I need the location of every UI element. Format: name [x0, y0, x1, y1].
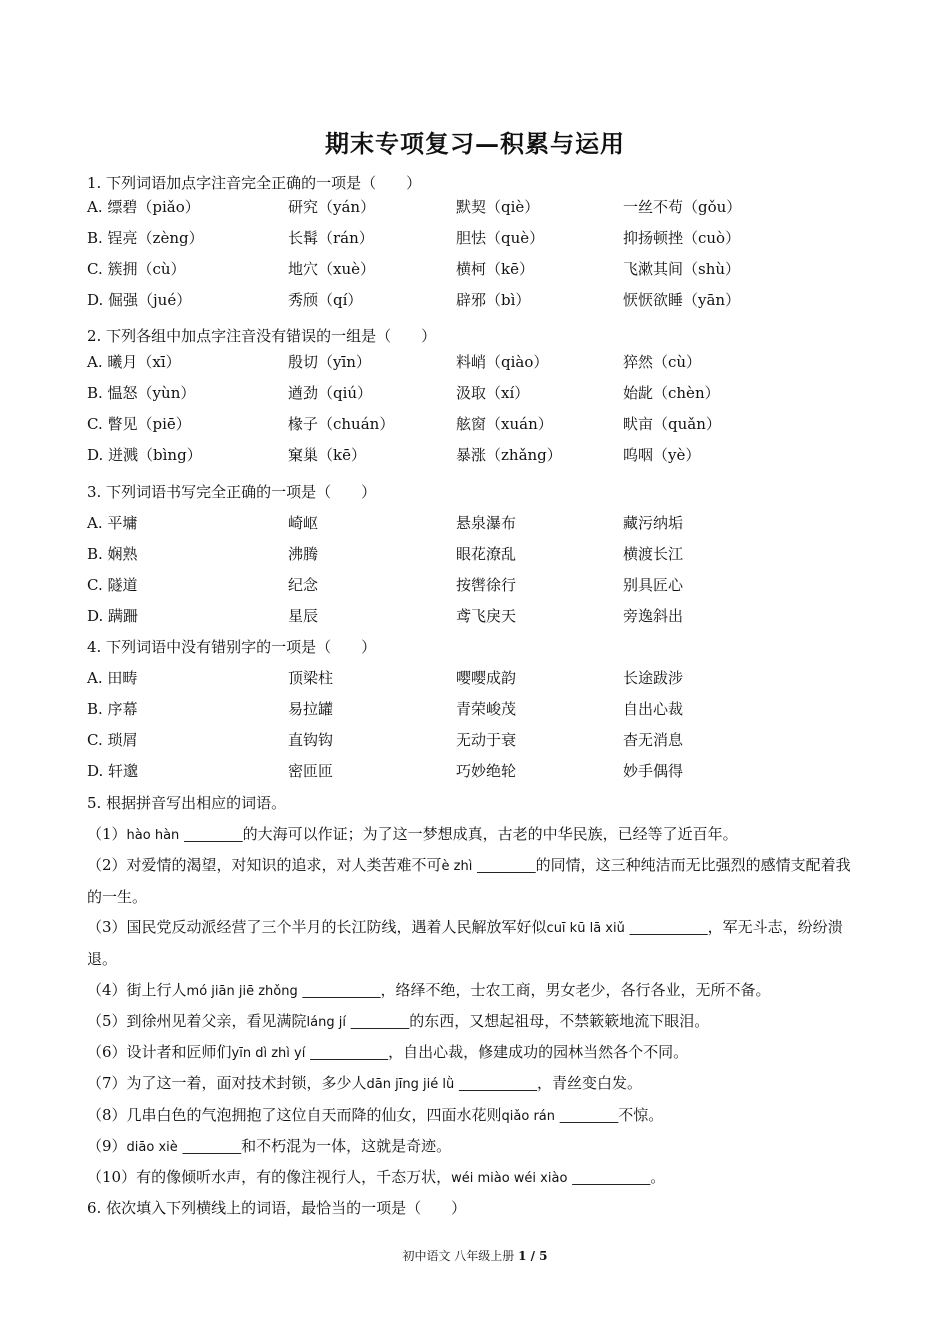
q4-c-2: 直钩钩: [288, 731, 334, 749]
footer-text: 初中语文 八年级上册: [402, 1249, 519, 1263]
q4-d-3: 巧妙绝轮: [456, 762, 517, 780]
q2-a-3: 料峭（qiào）: [456, 353, 549, 371]
q4-b-3: 青荣峻茂: [456, 700, 517, 718]
q1-a-1: A. 缥碧（piǎo）: [87, 198, 200, 216]
q1-a-2: 研究（yán）: [288, 198, 376, 216]
q3-b-4: 横渡长江: [623, 545, 684, 563]
q5-item-1-pinyin: hào hàn: [126, 828, 180, 843]
q2-a-2: 殷切（yīn）: [288, 353, 371, 371]
q5-item-10: [87, 1167, 665, 1189]
q4-stem: 4. 下列词语中没有错别字的一项是（ ）: [87, 638, 377, 656]
q4-d-1: D. 轩邈: [87, 762, 139, 780]
q1-c-1: C. 簇拥（cù）: [87, 260, 186, 278]
q1-d-4: 恹恹欲睡（yān）: [623, 291, 741, 309]
q2-b-3: 汲取（xí）: [456, 384, 530, 402]
q3-d-3: 鸢飞戾天: [456, 607, 517, 625]
q4-c-4: 杳无消息: [623, 731, 684, 749]
q1-a-4: 一丝不苟（gǒu）: [623, 198, 742, 216]
q3-c-4: 别具匠心: [623, 576, 684, 594]
q4-c-3: 无动于衰: [456, 731, 517, 749]
q2-d-3: 暴涨（zhǎng）: [456, 446, 562, 464]
q5-item-10-text: （10）有的像倾听水声，有的像注视行人，千态万状，: [87, 1168, 452, 1186]
q5-item-7-pinyin: dān jīng jié lǜ: [366, 1077, 455, 1092]
q1-b-4: 抑扬顿挫（cuò）: [623, 229, 741, 247]
q4-d-2: 密匝匝: [288, 762, 334, 780]
q2-c-3: 舷窗（xuán）: [456, 415, 553, 433]
q5-item-2-pinyin: è zhì: [441, 859, 473, 874]
q5-item-3-blank[interactable]: ____________: [629, 921, 708, 936]
q5-item-3-text: （3）国民党反动派经营了三个半月的长江防线，遇着人民解放军好似: [87, 918, 547, 936]
q3-b-3: 眼花潦乱: [456, 545, 517, 563]
q2-a-4: 猝然（cù）: [623, 353, 702, 371]
q5-item-1: [87, 824, 738, 846]
q3-d-4: 旁逸斜出: [623, 607, 684, 625]
q5-item-3: [87, 912, 865, 975]
q5-item-5-tail: 的东西，又想起祖母，不禁簌簌地流下眼泪。: [409, 1012, 710, 1030]
q4-c-1: C. 琐屑: [87, 731, 138, 749]
q5-item-2-blank[interactable]: _________: [477, 859, 536, 874]
q5-item-7-tail: ，青丝变白发。: [536, 1074, 642, 1092]
q5-item-7-text: （7）为了这一着，面对技术封锁，多少人: [87, 1074, 367, 1092]
q5-item-10-blank[interactable]: ____________: [572, 1171, 651, 1186]
q5-item-4-pinyin: mó jiān jiē zhǒng: [186, 984, 298, 999]
q1-b-3: 胆怯（què）: [456, 229, 545, 247]
q5-item-8-tail: 不惊。: [618, 1106, 664, 1124]
q3-d-2: 星辰: [288, 607, 319, 625]
q3-b-1: B. 娴熟: [87, 545, 138, 563]
q3-a-1: A. 平墉: [87, 514, 138, 532]
q5-item-4: [87, 980, 771, 1002]
q3-b-2: 沸腾: [288, 545, 319, 563]
q5-item-3-pinyin: cuī kū lā xiǔ: [546, 921, 625, 936]
q2-c-1: C. 瞥见（piē）: [87, 415, 191, 433]
q5-item-10-tail: 。: [650, 1168, 666, 1186]
q6-stem: 6. 依次填入下列横线上的词语，最恰当的一项是（ ）: [87, 1199, 467, 1217]
q1-c-4: 飞漱其间（shù）: [623, 260, 741, 278]
q5-item-6-tail: ，自出心裁，修建成功的园林当然各个不同。: [388, 1043, 689, 1061]
page-title: 期末专项复习—积累与运用: [325, 129, 625, 158]
q5-item-2-text: （2）对爱情的渴望，对知识的追求，对人类苦难不可: [87, 856, 442, 874]
q3-a-2: 崎岖: [288, 514, 319, 532]
q5-item-5-pinyin: láng jí: [306, 1015, 346, 1030]
q5-item-9-blank[interactable]: _________: [182, 1140, 242, 1155]
q2-d-2: 窠巢（kē）: [288, 446, 366, 464]
page-number: 1 / 5: [518, 1249, 548, 1263]
q5-item-6-text: （6）设计者和匠师们: [87, 1043, 232, 1061]
q2-c-2: 椽子（chuán）: [288, 415, 395, 433]
q2-b-1: B. 愠怒（yùn）: [87, 384, 196, 402]
q5-item-8-pinyin: qiǎo rán: [501, 1109, 556, 1124]
q4-b-4: 自出心裁: [623, 700, 684, 718]
q1-a-3: 默契（qiè）: [456, 198, 540, 216]
q5-item-1-tail: 的大海可以作证；为了这一梦想成真，古老的中华民族，已经等了近百年。: [242, 825, 738, 843]
q4-a-2: 顶梁柱: [288, 669, 334, 687]
q3-c-2: 纪念: [288, 576, 319, 594]
q5-item-9-pinyin: diāo xiè: [126, 1140, 178, 1155]
q1-stem: 1. 下列词语加点字注音完全正确的一项是（ ）: [87, 174, 422, 192]
q1-c-3: 横柯（kē）: [456, 260, 534, 278]
q3-a-4: 藏污纳垢: [623, 514, 684, 532]
q3-stem: 3. 下列词语书写完全正确的一项是（ ）: [87, 483, 377, 501]
q5-item-1-text: （1）: [87, 825, 127, 843]
q5-item-5-text: （5）到徐州见着父亲，看见满院: [87, 1012, 307, 1030]
q1-b-1: B. 锃亮（zèng）: [87, 229, 204, 247]
q4-a-1: A. 田畴: [87, 669, 138, 687]
q3-c-1: C. 隧道: [87, 576, 138, 594]
q4-a-4: 长途跋涉: [623, 669, 684, 687]
q4-d-4: 妙手偶得: [623, 762, 684, 780]
q5-item-9: [87, 1136, 451, 1158]
q2-b-2: 遒劲（qiú）: [288, 384, 373, 402]
q1-d-1: D. 倔强（jué）: [87, 291, 192, 309]
q2-d-4: 呜咽（yè）: [623, 446, 701, 464]
q5-item-5: [87, 1011, 709, 1033]
q1-c-2: 地穴（xuè）: [288, 260, 375, 278]
q5-item-8-blank[interactable]: _________: [559, 1109, 619, 1124]
q3-a-3: 悬泉瀑布: [456, 514, 517, 532]
q3-c-3: 按辔徐行: [456, 576, 517, 594]
q4-a-3: 嘤嘤成韵: [456, 669, 517, 687]
q1-d-2: 秀颀（qí）: [288, 291, 363, 309]
q5-item-6-blank[interactable]: ____________: [310, 1046, 389, 1061]
q5-item-3-tail: ，军无斗志，纷纷溃退。: [87, 918, 843, 968]
q5-item-2-tail: 的同情，这三种纯洁而无比强烈的感情支配着我的一生。: [87, 856, 851, 906]
q1-d-3: 辟邪（bì）: [456, 291, 531, 309]
q5-stem: 5. 根据拼音写出相应的词语。: [87, 794, 287, 812]
q5-item-6-pinyin: yīn dì zhì yí: [231, 1046, 306, 1061]
q5-item-9-text: （9）: [87, 1137, 127, 1155]
q4-b-2: 易拉罐: [288, 700, 334, 718]
q4-b-1: B. 序幕: [87, 700, 138, 718]
q5-item-4-blank[interactable]: ____________: [302, 984, 381, 999]
q5-item-9-tail: 和不朽混为一体，这就是奇迹。: [241, 1137, 452, 1155]
q5-item-5-blank[interactable]: _________: [350, 1015, 410, 1030]
page-footer: [0, 1247, 950, 1264]
q1-b-2: 长髯（rán）: [288, 229, 374, 247]
q2-c-4: 畎亩（quǎn）: [623, 415, 721, 433]
q5-item-7-blank[interactable]: ____________: [458, 1077, 537, 1092]
q2-a-1: A. 曦月（xī）: [87, 353, 181, 371]
q2-d-1: D. 迸溅（bìng）: [87, 446, 202, 464]
q2-stem: 2. 下列各组中加点字注音没有错误的一组是（ ）: [87, 327, 437, 345]
q5-item-2: [87, 850, 865, 913]
q5-item-4-text: （4）街上行人: [87, 981, 187, 999]
q3-d-1: D. 蹒跚: [87, 607, 139, 625]
q5-item-8: [87, 1105, 663, 1127]
q5-item-6: [87, 1042, 688, 1064]
q5-item-1-blank[interactable]: _________: [184, 828, 243, 843]
q5-item-7: [87, 1073, 642, 1095]
q5-item-8-text: （8）几串白色的气泡拥抱了这位自天而降的仙女，四面水花则: [87, 1106, 502, 1124]
q2-b-4: 始龀（chèn）: [623, 384, 720, 402]
q5-item-10-pinyin: wéi miào wéi xiào: [451, 1171, 568, 1186]
q5-item-4-tail: ，络绎不绝，士农工商，男女老少，各行各业，无所不备。: [380, 981, 771, 999]
